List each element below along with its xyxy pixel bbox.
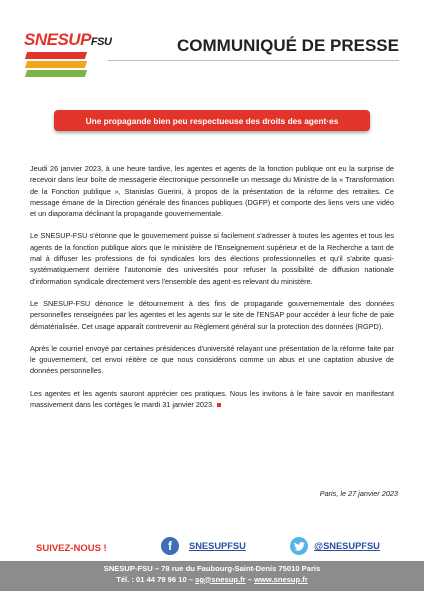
paragraph-3: Le SNESUP-FSU dénonce le détournement à des fins de propagande gouvernementale des données personnelles renseignées par les agentes et les agents sur le site de l'ENSAP pour accéder à leur fiche de paie dématérialisée. Cet usage apparaît contrevenir au Règlement général sur la protection des données (RGPD).	[30, 298, 394, 331]
footer-address: SNESUP-FSU – 78 rue du Faubourg-Saint-Denis 75010 Paris	[103, 564, 321, 573]
snesup-fsu-logo	[24, 30, 110, 82]
facebook-link[interactable]: SNESUPFSU	[189, 541, 246, 551]
logo-text: SNESUP	[24, 30, 91, 49]
header-divider	[108, 60, 399, 61]
logo-wordmark	[24, 30, 111, 50]
paragraph-5	[30, 388, 394, 411]
logo-stripe-orange	[25, 61, 87, 68]
headline-banner	[54, 110, 370, 131]
footer-email-link[interactable]: sg@snesup.fr	[195, 574, 246, 584]
twitter-icon[interactable]	[290, 537, 308, 555]
date-signoff: Paris, le 27 janvier 2023	[319, 489, 398, 498]
twitter-link[interactable]: @SNESUPFSU	[314, 541, 380, 551]
logo-stripe-red	[25, 52, 87, 59]
paragraph-5-text: Les agentes et les agents sauront apprécier ces pratiques. Nous les invitons à le faire savoir en manifestant massivement dans les cortèges le mardi 31 janvier 2023.	[30, 388, 394, 410]
paragraph-1: Jeudi 26 janvier 2023, à une heure tardive, les agentes et agents de la fonction publique ont eu la surprise de recevoir dans leur boîte de messagerie électronique personnelle un message du Ministre de la « Transformation de la Fonction publique », Stanislas Guerini, à propos de la présentation de la réforme des retraites. Ce message émane de la Direction générale des finances publiques (DGFP) et comporte des liens vers une vidéo et un diaporama déclinant la propagande gouvernementale.	[30, 164, 394, 219]
footer-separator: –	[245, 574, 255, 584]
paragraph-4: Après le courriel envoyé par certaines présidences d'université relayant une présentation de la réforme faite par le gouvernement, cet envoi réitère ce que nous considérons comme un abus et une captation abusive de données personnelles.	[30, 343, 394, 376]
follow-us-label: SUIVEZ-NOUS !	[36, 543, 107, 554]
footer-website-link[interactable]: www.snesup.fr	[254, 574, 308, 584]
headline-text: Une propagande bien peu respectueuse des droits des agent·es	[85, 115, 339, 126]
press-release-body	[30, 163, 394, 421]
footer-phone: Tél. : 01 44 79 96 10 –	[116, 574, 194, 584]
paragraph-2: Le SNESUP-FSU s'étonne que le gouvernement puisse si facilement s'adresser à toutes les agentes et tous les agents de la fonction publique alors que le ministère de l'Enseignement supérieur et de la Recherche a tant de mal à diffuser les professions de foi syndicales lors des élections professionnelles et qu'il s'abrite quasi-systématiquement derrière l'autonomie des universités pour refuser la possibilité de diffusion nationale d'information syndicale directement vers l'ensemble des agent·es relevant du ministère.	[30, 231, 394, 286]
facebook-icon[interactable]: f	[161, 537, 179, 555]
document-title: COMMUNIQUÉ DE PRESSE	[177, 36, 399, 55]
twitter-bird-glyph	[294, 542, 305, 551]
footer-contact-line	[0, 575, 424, 586]
logo-suffix: FSU	[90, 36, 112, 48]
footer-bar	[0, 561, 424, 591]
logo-stripe-green	[25, 70, 87, 77]
end-square-icon	[217, 403, 221, 407]
